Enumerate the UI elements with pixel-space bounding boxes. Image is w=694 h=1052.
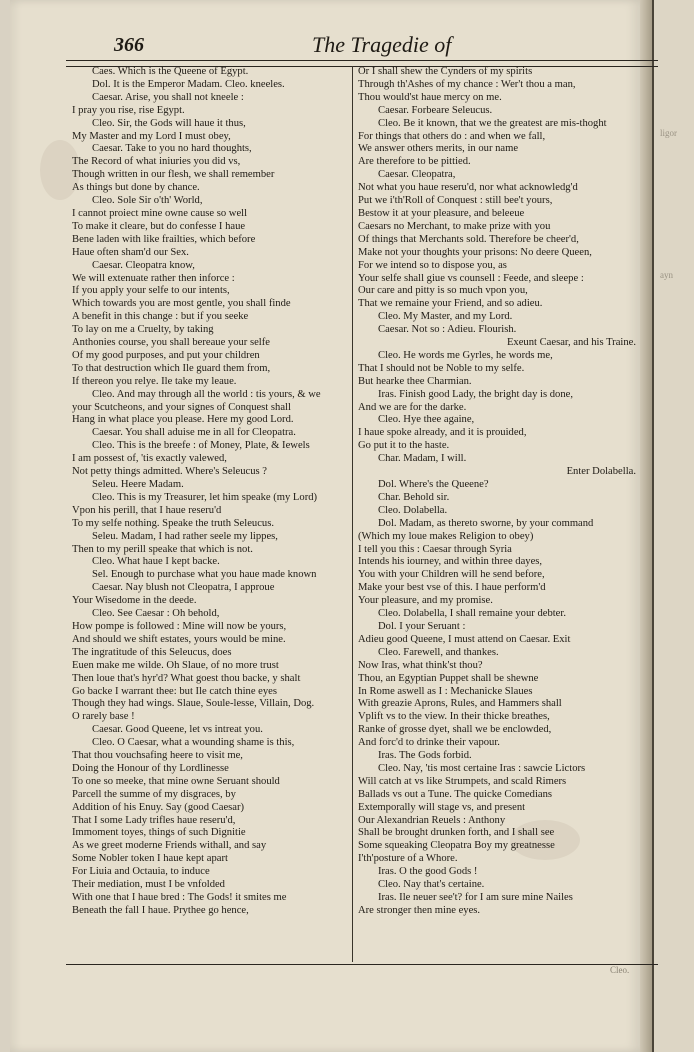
text-line: Dol. Madam, as thereto sworne, by your command <box>378 517 594 529</box>
text-line: As we greet moderne Friends withall, and say <box>72 840 267 852</box>
text-line: We answer others merits, in our name <box>358 143 519 155</box>
text-line: Cleo. Farewell, and thankes. <box>378 646 499 658</box>
text-line: Char. Behold sir. <box>378 491 450 503</box>
text-line: Doing the Honour of thy Lordlinesse <box>72 762 229 774</box>
text-line: Anthonies course, you shall bereaue your selfe <box>72 337 270 349</box>
text-line: Our Alexandrian Reuels : Anthony <box>358 814 506 826</box>
text-line: Cleo. Nay that's certaine. <box>378 879 485 891</box>
text-line: Iras. O the good Gods ! <box>378 866 478 878</box>
text-line: That I some Lady trifles haue reseru'd, <box>72 814 236 826</box>
text-line: Thou would'st haue mercy on me. <box>358 91 502 103</box>
text-line: Caesar. Good Queene, let vs intreat you. <box>92 724 263 736</box>
page-number: 366 <box>114 34 144 56</box>
text-line: Cleo. Hye thee againe, <box>378 414 475 426</box>
text-line: If you apply your selfe to our intents, <box>72 285 230 297</box>
text-line: Cleo. Dolabella, I shall remaine your debter. <box>378 608 566 620</box>
text-line: Char. Madam, I will. <box>378 453 467 465</box>
page-header <box>66 30 658 61</box>
text-line: Cleo. This is the breefe : of Money, Plate, & Iewels <box>92 440 310 452</box>
text-line: Haue often sham'd our Sex. <box>72 246 189 258</box>
text-line: I'th'posture of a Whore. <box>358 853 458 865</box>
text-line: For Liuia and Octauia, to induce <box>72 866 210 878</box>
text-line: Are stronger then mine eyes. <box>358 904 481 916</box>
text-line: As things but done by chance. <box>72 182 200 194</box>
text-line: Iras. Ile neuer see't? for I am sure mine Nailes <box>378 892 573 903</box>
text-line: That thou vouchsafing heere to visit me, <box>72 750 243 762</box>
text-line: That I should not be Noble to my selfe. <box>358 362 525 374</box>
text-line: Cleo. Sir, the Gods will haue it thus, <box>92 117 246 129</box>
right-text-column <box>358 66 646 974</box>
text-line: Iras. Finish good Lady, the bright day is done, <box>378 388 573 400</box>
text-line: Caesar. Cleopatra, <box>378 169 456 181</box>
text-line: Are therefore to be pittied. <box>358 156 471 168</box>
text-line: Caesar. Cleopatra know, <box>92 259 195 271</box>
text-line: Go put it to the haste. <box>358 440 450 452</box>
text-line: Seleu. Madam, I had rather seele my lippes, <box>92 530 278 542</box>
text-line: Enter Dolabella. <box>566 466 636 478</box>
text-line: Cleo. He words me Gyrles, he words me, <box>378 349 553 361</box>
text-line: I tell you this : Caesar through Syria <box>358 543 512 555</box>
text-line: Your selfe shall giue vs counsell : Feede, and sleepe : <box>358 272 584 284</box>
text-line: A benefit in this change : but if you seeke <box>72 311 249 323</box>
text-line: But hearke thee Charmian. <box>358 375 472 387</box>
text-line: I haue spoke already, and it is prouided, <box>358 427 527 439</box>
text-line: How pompe is followed : Mine will now be yours, <box>72 620 287 632</box>
text-line: Cleo. O Caesar, what a wounding shame is this, <box>92 737 295 749</box>
text-line: Though they had wings. Slaue, Soule-lesse, Villain, Dog. <box>72 698 315 710</box>
text-line: Ballads vs out a Tune. The quicke Comedians <box>358 788 553 800</box>
text-line: Dol. I your Seruant : <box>378 620 466 632</box>
text-line: Some squeaking Cleopatra Boy my greatnesse <box>358 840 555 852</box>
text-line: Sel. Enough to purchase what you haue made known <box>92 569 317 581</box>
text-line: Your pleasure, and my promise. <box>358 595 493 607</box>
text-line: Which towards you are most gentle, you shall finde <box>72 298 291 310</box>
text-line: Addition of his Enuy. Say (good Caesar) <box>72 801 245 813</box>
text-line: I cannot proiect mine owne cause so well <box>72 207 248 219</box>
text-line: Our care and pitty is so much vpon you, <box>358 285 528 297</box>
text-line: Or I shall shew the Cynders of my spirits <box>358 66 533 77</box>
bleed-through-text: ayn <box>660 270 673 280</box>
text-line: Caesars no Merchant, to make prize with you <box>358 220 551 232</box>
text-line: To one so meeke, that mine owne Seruant should <box>72 775 280 787</box>
text-line: Though written in our flesh, we shall remember <box>72 169 275 181</box>
footer-rule <box>66 964 658 965</box>
facing-page-edge <box>652 0 694 1052</box>
text-line: Their mediation, must I be vnfolded <box>72 879 225 891</box>
text-line: Cleo. What haue I kept backe. <box>92 556 220 568</box>
text-line: Go backe I warrant thee: but Ile catch thine eyes <box>72 685 278 697</box>
text-line: Will catch at vs like Strumpets, and scald Rimers <box>358 775 567 787</box>
text-line: To lay on me a Cruelty, by taking <box>72 324 214 336</box>
text-line: That we remaine your Friend, and so adieu. <box>358 298 543 310</box>
text-line: Your Wisedome in the deede. <box>72 595 197 607</box>
text-line: Ranke of grosse dyet, shall we be enclowded, <box>358 724 552 736</box>
text-line: Caesar. Forbeare Seleucus. <box>378 104 493 116</box>
text-line: Adieu good Queene, I must attend on Caesar. Exit <box>358 633 571 645</box>
running-title: The Tragedie of <box>312 32 452 57</box>
text-line: Bene laden with like frailties, which before <box>72 233 256 245</box>
text-line: Caesar. Nay blush not Cleopatra, I approue <box>92 582 275 594</box>
text-line: Caesar. Arise, you shall not kneele : <box>92 91 244 103</box>
text-line: I pray you rise, rise Egypt. <box>72 104 185 116</box>
text-line: Make not your thoughts your prisons: No deere Queen, <box>358 246 592 258</box>
text-line: (Which my loue makes Religion to obey) <box>358 530 534 542</box>
bleed-through-text: ligor <box>660 128 677 138</box>
text-line: Dol. Where's the Queene? <box>378 479 489 490</box>
text-line: Parcell the summe of my disgraces, by <box>72 788 236 800</box>
text-line: And forc'd to drinke their vapour. <box>358 737 500 749</box>
text-line: With one that I haue bred : The Gods! it smites me <box>72 892 287 903</box>
text-line: Seleu. Heere Madam. <box>92 479 184 490</box>
text-line: To my selfe nothing. Speake the truth Seleucus. <box>72 517 274 529</box>
text-line: Caesar. Not so : Adieu. Flourish. <box>378 324 517 336</box>
text-line: Then loue that's hyr'd? What goest thou backe, y shalt <box>72 672 301 684</box>
text-line: Cleo. And may through all the world : tis yours, & we <box>92 388 321 400</box>
text-line: Cleo. Be it known, that we the greatest are mis-thoght <box>378 117 607 129</box>
text-line: To that destruction which Ile guard them from, <box>72 362 271 374</box>
text-line: Not petty things admitted. Where's Seleucus ? <box>72 466 268 478</box>
text-line: I am possest of, 'tis exactly valewed, <box>72 453 227 465</box>
text-line: Bestow it at your pleasure, and beleeue <box>358 207 525 219</box>
text-line: Not what you haue reseru'd, nor what acknowledg'd <box>358 182 578 194</box>
text-line: Extemporally will stage vs, and present <box>358 801 526 813</box>
text-line: And should we shift estates, yours would be mine. <box>72 633 286 645</box>
text-line: With greazie Aprons, Rules, and Hammers shall <box>358 698 562 710</box>
left-text-column <box>72 66 350 974</box>
text-line: Cleo. My Master, and my Lord. <box>378 311 513 323</box>
text-line: Caesar. You shall aduise me in all for Cleopatra. <box>92 427 296 439</box>
text-line: Cleo. See Caesar : Oh behold, <box>92 608 220 620</box>
text-line: To make it cleare, but do confesse I haue <box>72 220 246 232</box>
text-line: O rarely base ! <box>72 711 135 723</box>
text-line: Euen make me wilde. Oh Slaue, of no more trust <box>72 659 279 671</box>
text-line: Of my good purposes, and put your children <box>72 349 260 361</box>
text-line: The ingratitude of this Seleucus, does <box>72 646 232 658</box>
text-line: Hang in what place you please. Here my good Lord. <box>72 414 294 426</box>
text-line: Dol. It is the Emperor Madam. Cleo. kneeles. <box>92 78 285 90</box>
text-line: Cleo. Sole Sir o'th' World, <box>92 195 203 207</box>
text-line: For things that others do : and when we fall, <box>358 130 546 142</box>
text-line: Some Nobler token I haue kept apart <box>72 853 228 865</box>
text-line: Put we i'th'Roll of Conquest : still bee't yours, <box>358 195 553 207</box>
text-line: Exeunt Caesar, and his Traine. <box>506 337 636 349</box>
text-line: Of things that Merchants sold. Therefore be cheer'd, <box>358 233 579 245</box>
text-line: In Rome aswell as I : Mechanicke Slaues <box>358 685 533 697</box>
text-line: You with your Children will he send before, <box>358 569 545 581</box>
text-line: Vplift vs to the view. In their thicke breathes, <box>358 711 550 723</box>
text-line: Cleo. Dolabella. <box>378 504 448 516</box>
text-line: Immoment toyes, things of such Dignitie <box>72 827 246 839</box>
text-line: Thou, an Egyptian Puppet shall be shewne <box>358 672 539 684</box>
text-line: Cleo. This is my Treasurer, let him speake (my Lord) <box>92 491 318 503</box>
text-line: Vpon his perill, that I haue reseru'd <box>72 504 222 516</box>
text-line: Now Iras, what think'st thou? <box>358 659 483 671</box>
text-line: For we intend so to dispose you, as <box>358 259 507 271</box>
catchword: Cleo. <box>610 965 630 975</box>
text-line: Intends his iourney, and within three dayes, <box>358 556 543 568</box>
text-line: Make your best vse of this. I haue perform'd <box>358 582 546 594</box>
text-line: And we are for the darke. <box>358 401 467 413</box>
text-line: We will extenuate rather then inforce : <box>72 272 235 284</box>
text-line: Cleo. Nay, 'tis most certaine Iras : sawcie Lictors <box>378 762 586 774</box>
text-line: My Master and my Lord I must obey, <box>72 130 231 142</box>
text-line: Beneath the fall I haue. Prythee go hence, <box>72 904 249 916</box>
text-line: The Record of what iniuries you did vs, <box>72 156 241 168</box>
text-line: Through th'Ashes of my chance : Wer't thou a man, <box>358 78 576 90</box>
column-divider <box>352 66 353 962</box>
text-line: If thereon you relye. Ile take my leaue. <box>72 375 237 387</box>
text-line: Iras. The Gods forbid. <box>378 750 472 762</box>
text-line: Caesar. Take to you no hard thoughts, <box>92 143 252 155</box>
text-line: your Scutcheons, and your signes of Conquest shall <box>72 401 291 413</box>
text-line: Caes. Which is the Queene of Egypt. <box>92 66 249 77</box>
text-line: Then to my perill speake that which is not. <box>72 543 253 555</box>
text-line: Shall be brought drunken forth, and I shall see <box>358 827 555 839</box>
